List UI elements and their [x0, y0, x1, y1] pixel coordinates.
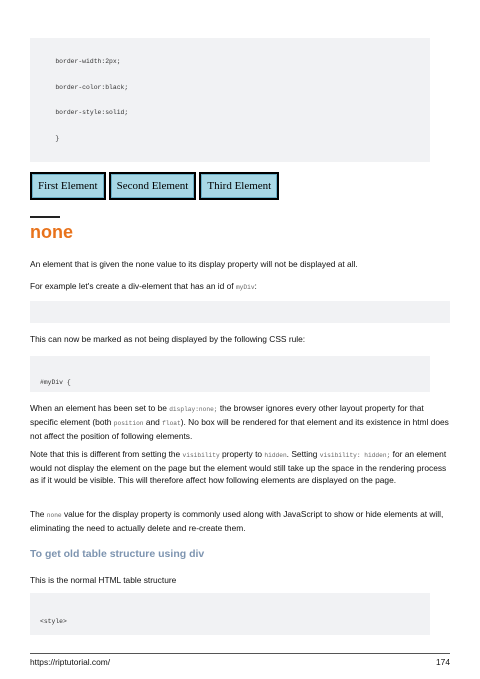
paragraph-text: and	[143, 417, 163, 427]
inline-code: visibility: hidden;	[319, 452, 391, 459]
demo-list-item: First Element	[30, 172, 106, 200]
code-line: border-width:2px;	[40, 58, 121, 65]
code-line: border-style:solid;	[40, 109, 129, 116]
page-number: 174	[436, 657, 450, 667]
inline-code: hidden	[264, 452, 287, 459]
inline-code: display:none;	[169, 406, 218, 413]
paragraph-text: An element that is given the none value to its display property will not be displayed at all.	[30, 259, 358, 269]
paragraph	[30, 280, 450, 294]
paragraph	[30, 448, 450, 486]
paragraph	[30, 258, 450, 270]
code-line: <style>	[40, 618, 67, 625]
paragraph	[30, 402, 450, 442]
section-heading: none	[30, 222, 73, 242]
code-line	[40, 160, 420, 162]
code-block-div	[30, 301, 450, 323]
paragraph-text: ). No box will be rendered for that element and its existence in html does not affect the position of following elements.	[30, 417, 449, 441]
code-line: #myDiv {	[40, 379, 71, 386]
paragraph-text: The	[30, 509, 47, 519]
paragraph-text: value for the display property is commonly used along with JavaScript to show or hide elements at will, eliminating the need to actually delete and re-create them.	[30, 509, 444, 533]
paragraph-text: Note that this is different from setting the	[30, 449, 183, 459]
paragraph-text: the browser ignores every other layout property for that specific element (both	[30, 403, 424, 427]
heading-rule	[30, 216, 60, 218]
paragraph	[30, 508, 450, 534]
code-block-css-rule	[30, 356, 430, 392]
paragraph-text: property to	[219, 449, 265, 459]
paragraph	[30, 574, 450, 586]
code-line: border-color:black;	[40, 83, 129, 91]
code-block-table-style	[30, 593, 430, 635]
code-block-style-list	[30, 38, 430, 162]
paragraph-text: . Setting	[286, 449, 320, 459]
paragraph	[30, 333, 450, 345]
inline-code: none	[46, 512, 62, 519]
demo-inline-list	[30, 172, 279, 202]
inline-code: myDiv	[235, 284, 255, 291]
paragraph-text: for an element would not display the element on the page but the element would still take up the space in the rendering process as if it would be visible. This will therefore affect how following elements are displayed on the page.	[30, 449, 447, 485]
code-line: }	[40, 134, 60, 142]
demo-list-item: Second Element	[109, 172, 197, 200]
footer-divider	[30, 653, 450, 654]
inline-code: position	[113, 420, 144, 427]
inline-code: float	[162, 420, 181, 427]
paragraph-text: This can now be marked as not being displayed by the following CSS rule:	[30, 334, 306, 344]
paragraph-text: For example let's create a div-element that has an id of	[30, 281, 236, 291]
paragraph-text: This is the normal HTML table structure	[30, 575, 177, 585]
paragraph-text: When an element has been set to be	[30, 403, 170, 413]
footer-url: https://riptutorial.com/	[30, 657, 111, 667]
demo-list-item: Third Element	[199, 172, 279, 200]
paragraph-text: :	[254, 281, 257, 291]
subsection-heading: To get old table structure using div	[30, 548, 205, 560]
inline-code: visibility	[182, 452, 220, 459]
